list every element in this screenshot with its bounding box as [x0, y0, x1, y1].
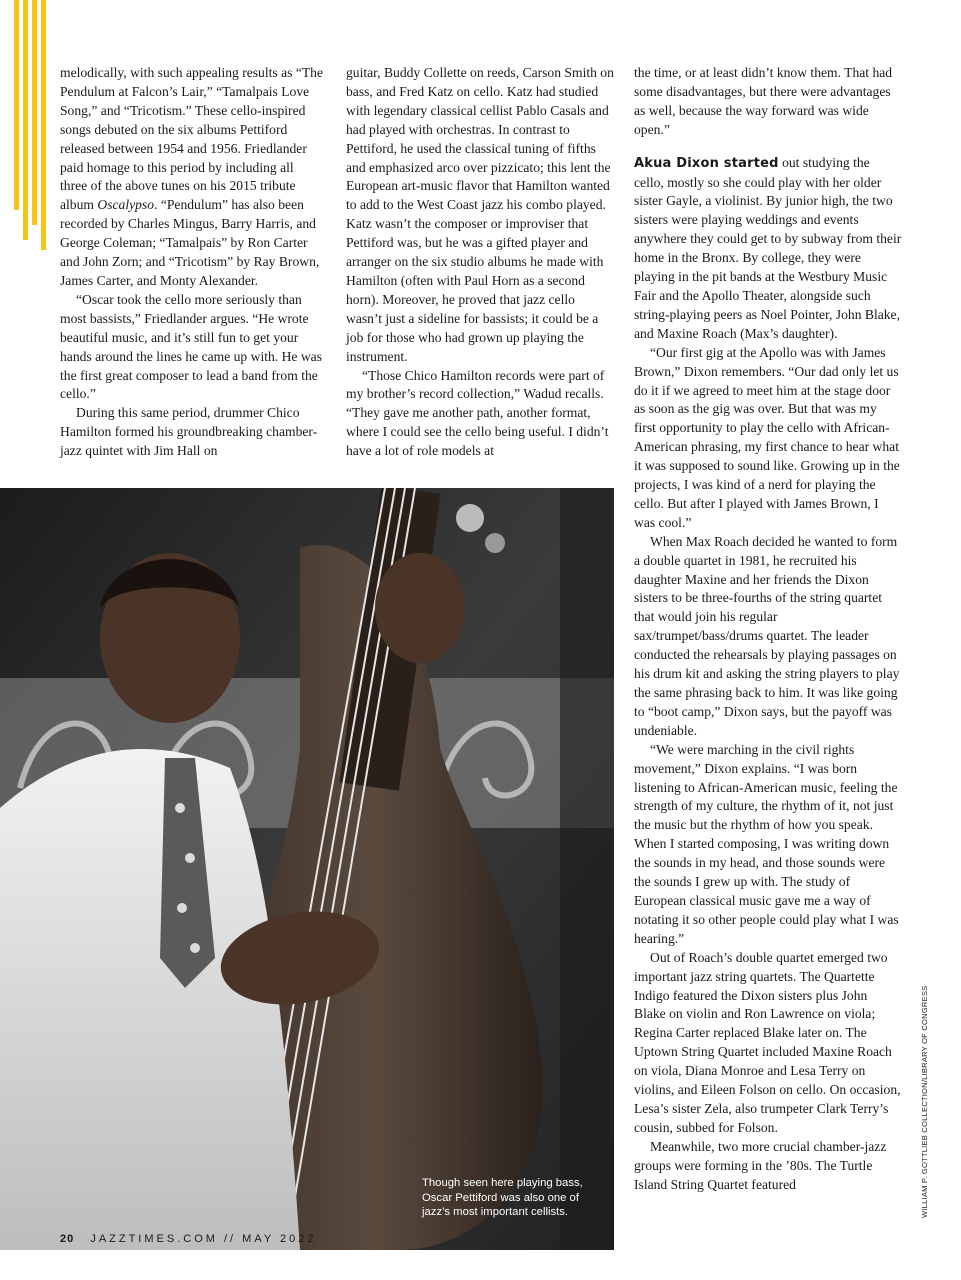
- paragraph: Akua Dixon started out studying the cello, mostly so she could play with her older sister Gayle, a violinist. By junior high, the two sisters were playing weddings and events anywhere they could get to by subway from their home in the Bronx. By college, they were playing in the pit bands at the Westbury Music Fair and the Apollo Theater, alongside such string-playing peers as Noel Pointer, John Blake, and Maxine Roach (Max’s daughter).: [634, 154, 902, 341]
- paragraph: melodically, with such appealing results as “The Pendulum at Falcon’s Lair,” “Tamalpais Love Song,” and “Tricotism.” These cello-inspired songs debuted on the six albums Pettiford released between 1954 and 1956. Friedlander paid homage to this period by including all three of the above tunes on his 2015 tribute album Oscalypso. “Pendulum” has also been recorded by Charles Mingus, Barry Harris, and George Coleman; “Tamalpais” by Ron Carter and John Zorn; and “Tricotism” by Ray Brown, James Carter, and Monty Alexander.: [60, 65, 323, 288]
- musician-photo: [0, 488, 614, 1250]
- paragraph: “Our first gig at the Apollo was with James Brown,” Dixon remembers. “Our dad only let us do it if we agreed to meet him at the stage door as soon as the gig was over. But that was my first opportunity to play the cello with African-American phrasing, my first chance to hear what it was supposed to sound like. Growing up in the projects, I was kind of a nerd for playing the cello. But after I played with James Brown, I was cool.”: [634, 344, 900, 530]
- issue-date: MAY 2022: [242, 1233, 317, 1245]
- page-footer: [60, 1233, 317, 1245]
- paragraph: Meanwhile, two more crucial chamber-jazz groups were forming in the ’80s. The Turtle Island String Quartet featured: [634, 1138, 887, 1192]
- photo-illustration: [0, 488, 614, 1250]
- paragraph: “Those Chico Hamilton records were part of my brother’s record collection,” Wadud recalls. “They gave me another path, another format, where I could see the cello being useful. I didn’t have a lot of role models at: [346, 367, 609, 459]
- paragraph: Out of Roach’s double quartet emerged two important jazz string quartets. The Quartette Indigo featured the Dixon sisters plus John Blake on violin and Ron Lawrence on viola; Regina Carter replaced Blake later on. The Uptown String Quartet included Maxine Roach on viola, Diana Monroe and Lesa Terry on violins, and Eileen Folson on cello. On occasion, Lesa’s sister Zela, also trumpeter Clark Terry’s cousin, subbed for Folson.: [634, 949, 901, 1135]
- text-column-1: [60, 64, 324, 461]
- paragraph: During this same period, drummer Chico Hamilton formed his groundbreaking chamber-jazz quintet with Jim Hall on: [60, 405, 318, 459]
- publication-name: JAZZTIMES.COM: [90, 1233, 218, 1245]
- footer-separator: //: [223, 1233, 237, 1245]
- section-runin-heading: Akua Dixon started: [634, 155, 779, 171]
- paragraph: “We were marching in the civil rights movement,” Dixon explains. “I was born listening to African-American music, feeling the strength of my culture, the rhythm of it, not just the music but the rhythm of how you speak. When I started composing, I was writing down the sounds in my head, and those sounds were the sounds I grew up with. The study of European classical music gave me a way of notating it so other people could play what I was hearing.”: [634, 741, 899, 946]
- paragraph: When Max Roach decided he wanted to form a double quartet in 1981, he recruited his daughter Maxine and her friends the Dixon sisters to be three-fourths of the string quartet that would join his regular sax/trumpet/bass/drums quartet. The leader conducted the rehearsals by playing passages on his drum kit and asking the string players to play the same phrasing back to him. It was like going to “boot camp,” Dixon says, but the payoff was undeniable.: [634, 533, 900, 738]
- yellow-accent-stripes: [14, 0, 54, 250]
- text-column-3: [634, 64, 902, 1194]
- photo-caption: Though seen here playing bass, Oscar Pettiford was also one of jazz’s most important cellists.: [422, 1177, 583, 1219]
- paragraph: guitar, Buddy Collette on reeds, Carson Smith on bass, and Fred Katz on cello. Katz had studied with legendary classical cellist Pablo Casals and had played with orchestras. In contrast to Pettiford, he used the classical tuning of fifths and emphasized arco over pizzicato; this lent the European art-music flavor that Hamilton wanted to add to the West Coast jazz his combo played. Katz wasn’t the composer or improviser that Pettiford was, but he was a gifted player and arranger on the six studio albums he made with Hamilton (often with Paul Horn as a second horn). Moreover, he proved that jazz cello wasn’t just a sideline for bassists; it could be a job for those who had grown up playing the instrument.: [346, 65, 614, 364]
- paragraph: “Oscar took the cello more seriously than most bassists,” Friedlander argues. “He wrote beautiful music, and it’s still fun to get your hands around the lines he came up with. He was the first great composer to lead a band from the cello.”: [60, 291, 322, 402]
- page-number: 20: [60, 1233, 75, 1245]
- text-column-2: [346, 64, 614, 461]
- paragraph: the time, or at least didn’t know them. That had some disadvantages, but there were advantages as well, because the way forward was wide open.”: [634, 65, 893, 137]
- photo-credit: WILLIAM P. GOTTLIEB COLLECTION/LIBRARY OF CONGRESS: [920, 985, 929, 1218]
